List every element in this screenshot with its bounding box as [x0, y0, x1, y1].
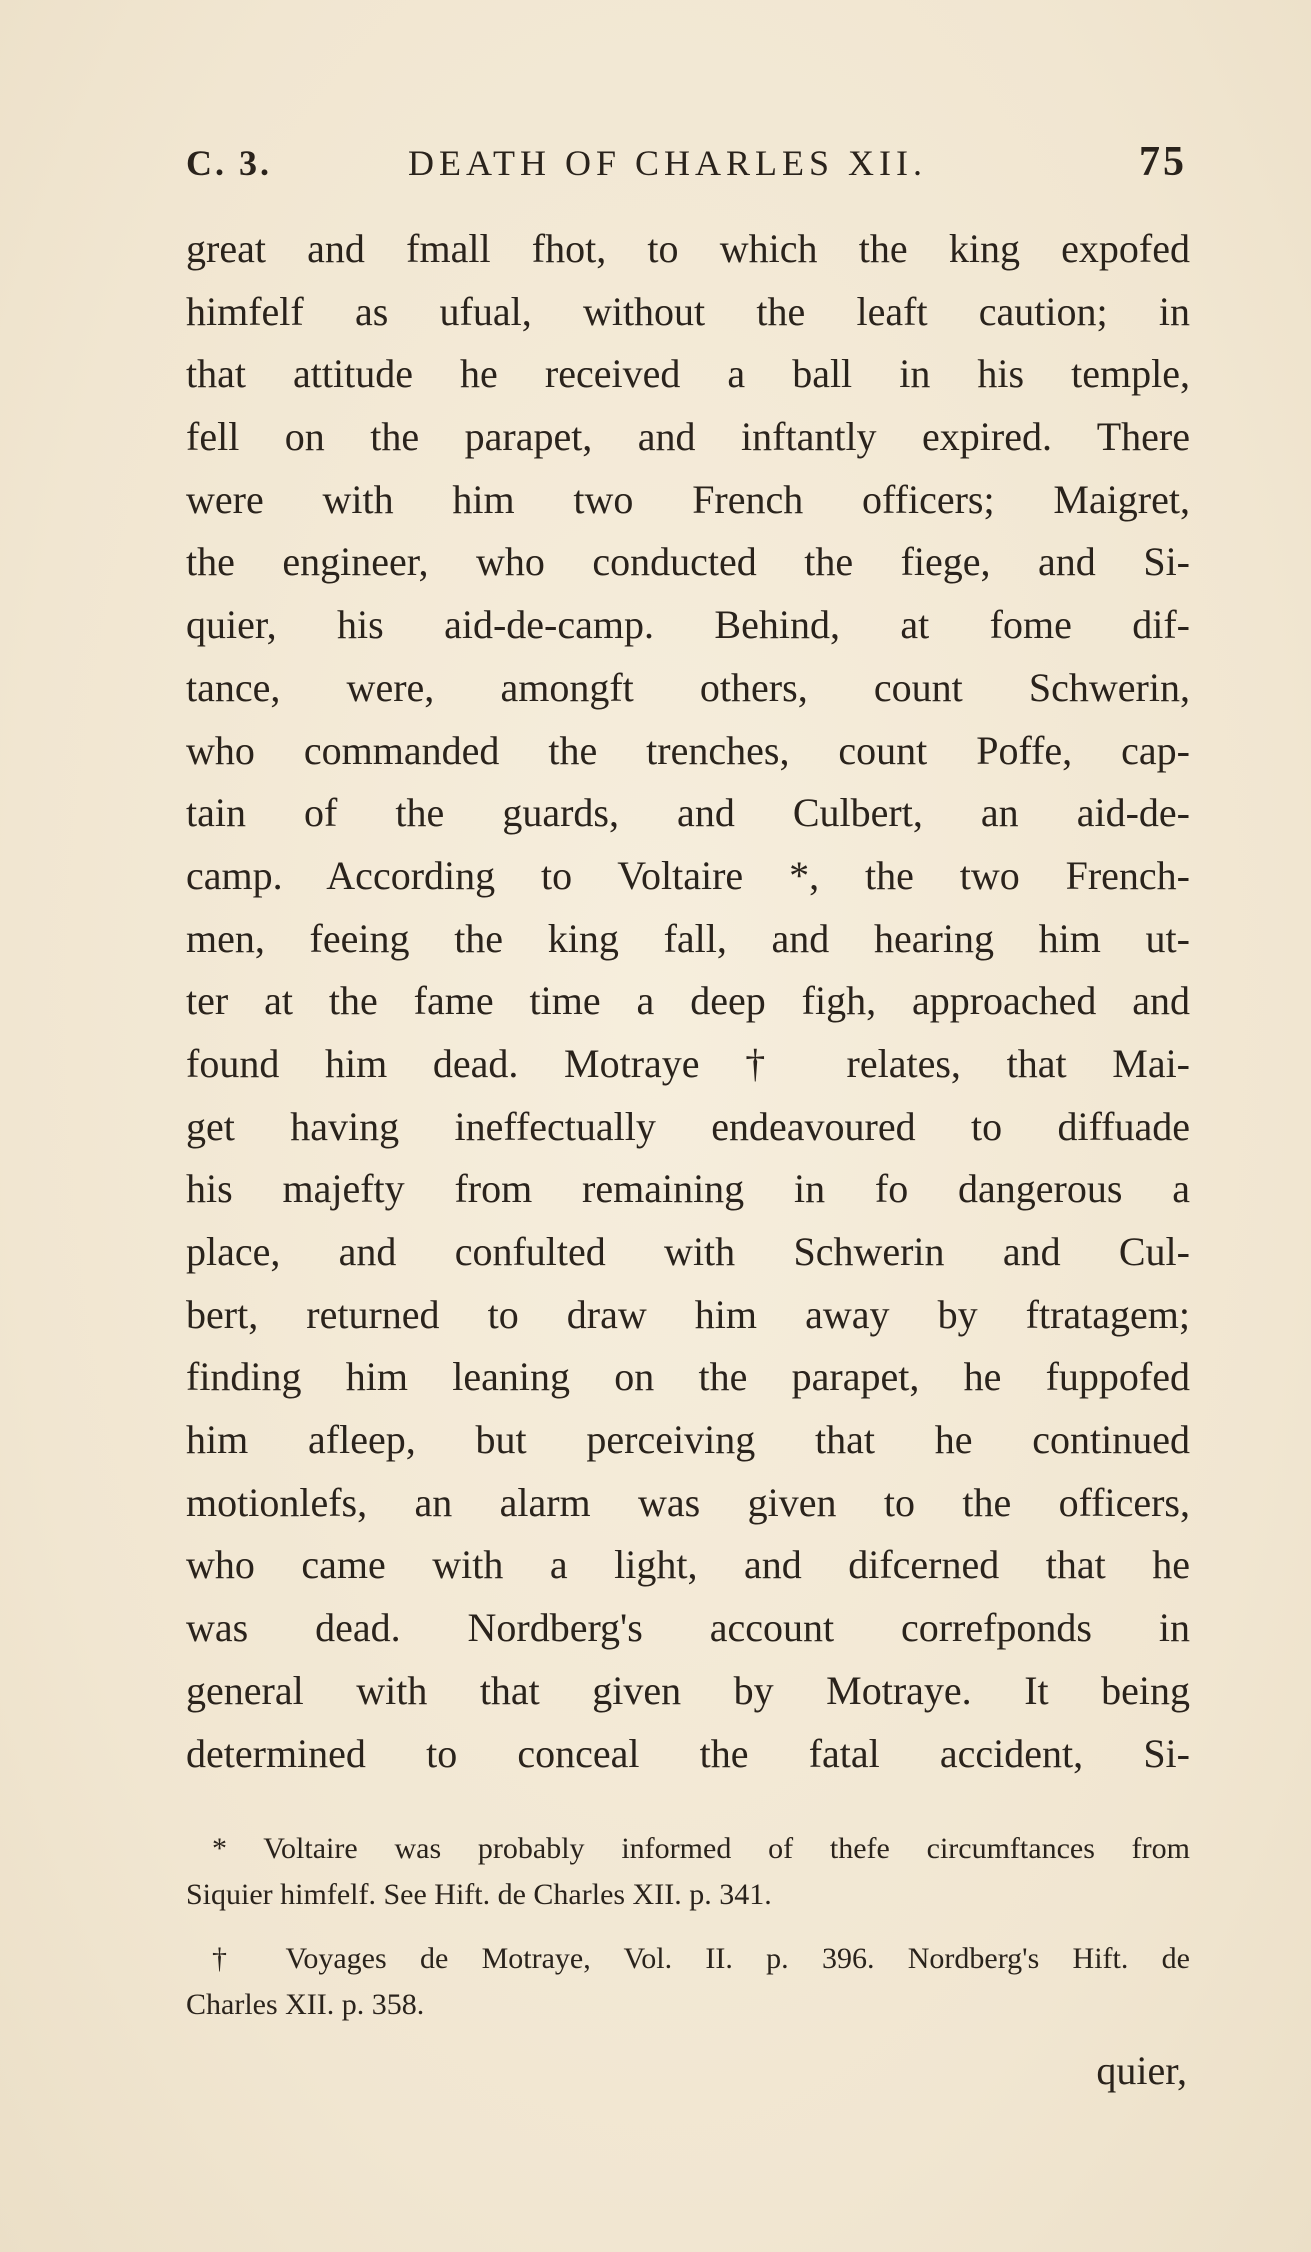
- chapter-marker: C. 3.: [186, 143, 272, 183]
- text-line: him afleep, but perceiving that he continued: [186, 1417, 1190, 1463]
- footnote-line: Siquier himfelf. See Hift. de Charles XII. p. 341.: [186, 1878, 772, 1911]
- text-line: ter at the fame time a deep figh, approached and: [186, 978, 1190, 1024]
- text-line: his majefty from remaining in fo dangerous a: [186, 1166, 1190, 1212]
- text-line: was dead. Nordberg's account correfponds in: [186, 1605, 1190, 1651]
- text-line: finding him leaning on the parapet, he fuppofed: [186, 1354, 1190, 1400]
- footnote-motraye: [186, 1936, 1190, 2028]
- text-line: determined to conceal the fatal accident, Si-: [186, 1730, 1190, 1776]
- page-number: 75: [1139, 139, 1187, 185]
- catchword: quier,: [1096, 2048, 1187, 2093]
- footnote-line: * Voltaire was probably informed of thefe circumftances from: [212, 1832, 1190, 1865]
- text-line: motionlefs, an alarm was given to the officers,: [186, 1479, 1190, 1525]
- running-header: [186, 139, 1187, 192]
- text-line: camp. According to Voltaire *, the two French-: [186, 852, 1190, 898]
- text-line: tain of the guards, and Culbert, an aid-de-: [186, 790, 1190, 836]
- text-line: quier, his aid-de-camp. Behind, at fome dif-: [186, 602, 1190, 648]
- text-line: himfelf as ufual, without the leaft caution; in: [186, 288, 1190, 334]
- text-line: general with that given by Motraye. It being: [186, 1667, 1190, 1713]
- text-line: the engineer, who conducted the fiege, and Si-: [186, 539, 1190, 585]
- text-line: place, and confulted with Schwerin and Cul-: [186, 1229, 1190, 1274]
- text-line: who commanded the trenches, count Poffe, cap-: [186, 727, 1190, 773]
- footnote-voltaire: [186, 1826, 1190, 1918]
- footnotes: [186, 1826, 1190, 2028]
- text-line: tance, were, amongft others, count Schwerin,: [186, 664, 1190, 710]
- text-line: get having ineffectually endeavoured to diffuade: [186, 1103, 1190, 1149]
- text-line: bert, returned to draw him away by ftratagem;: [186, 1291, 1190, 1337]
- footnote-line: † Voyages de Motraye, Vol. II. p. 396. Nordberg's Hift. de: [212, 1942, 1190, 1975]
- text-line: fell on the parapet, and inftantly expired. There: [186, 414, 1190, 460]
- text-line: were with him two French officers; Maigret,: [186, 476, 1190, 522]
- text-line: great and fmall fhot, to which the king expofed: [186, 226, 1190, 271]
- footnote-spacer: [186, 1918, 1190, 1936]
- text-line: that attitude he received a ball in his temple,: [186, 351, 1190, 397]
- text-line: found him dead. Motraye † relates, that Mai-: [186, 1040, 1190, 1086]
- body-text: [186, 218, 1190, 1785]
- footnote-line: Charles XII. p. 358.: [186, 1988, 425, 2021]
- text-line: men, feeing the king fall, and hearing him ut-: [186, 915, 1190, 961]
- running-title: DEATH OF CHARLES XII.: [408, 143, 927, 183]
- text-line: who came with a light, and difcerned that he: [186, 1542, 1190, 1588]
